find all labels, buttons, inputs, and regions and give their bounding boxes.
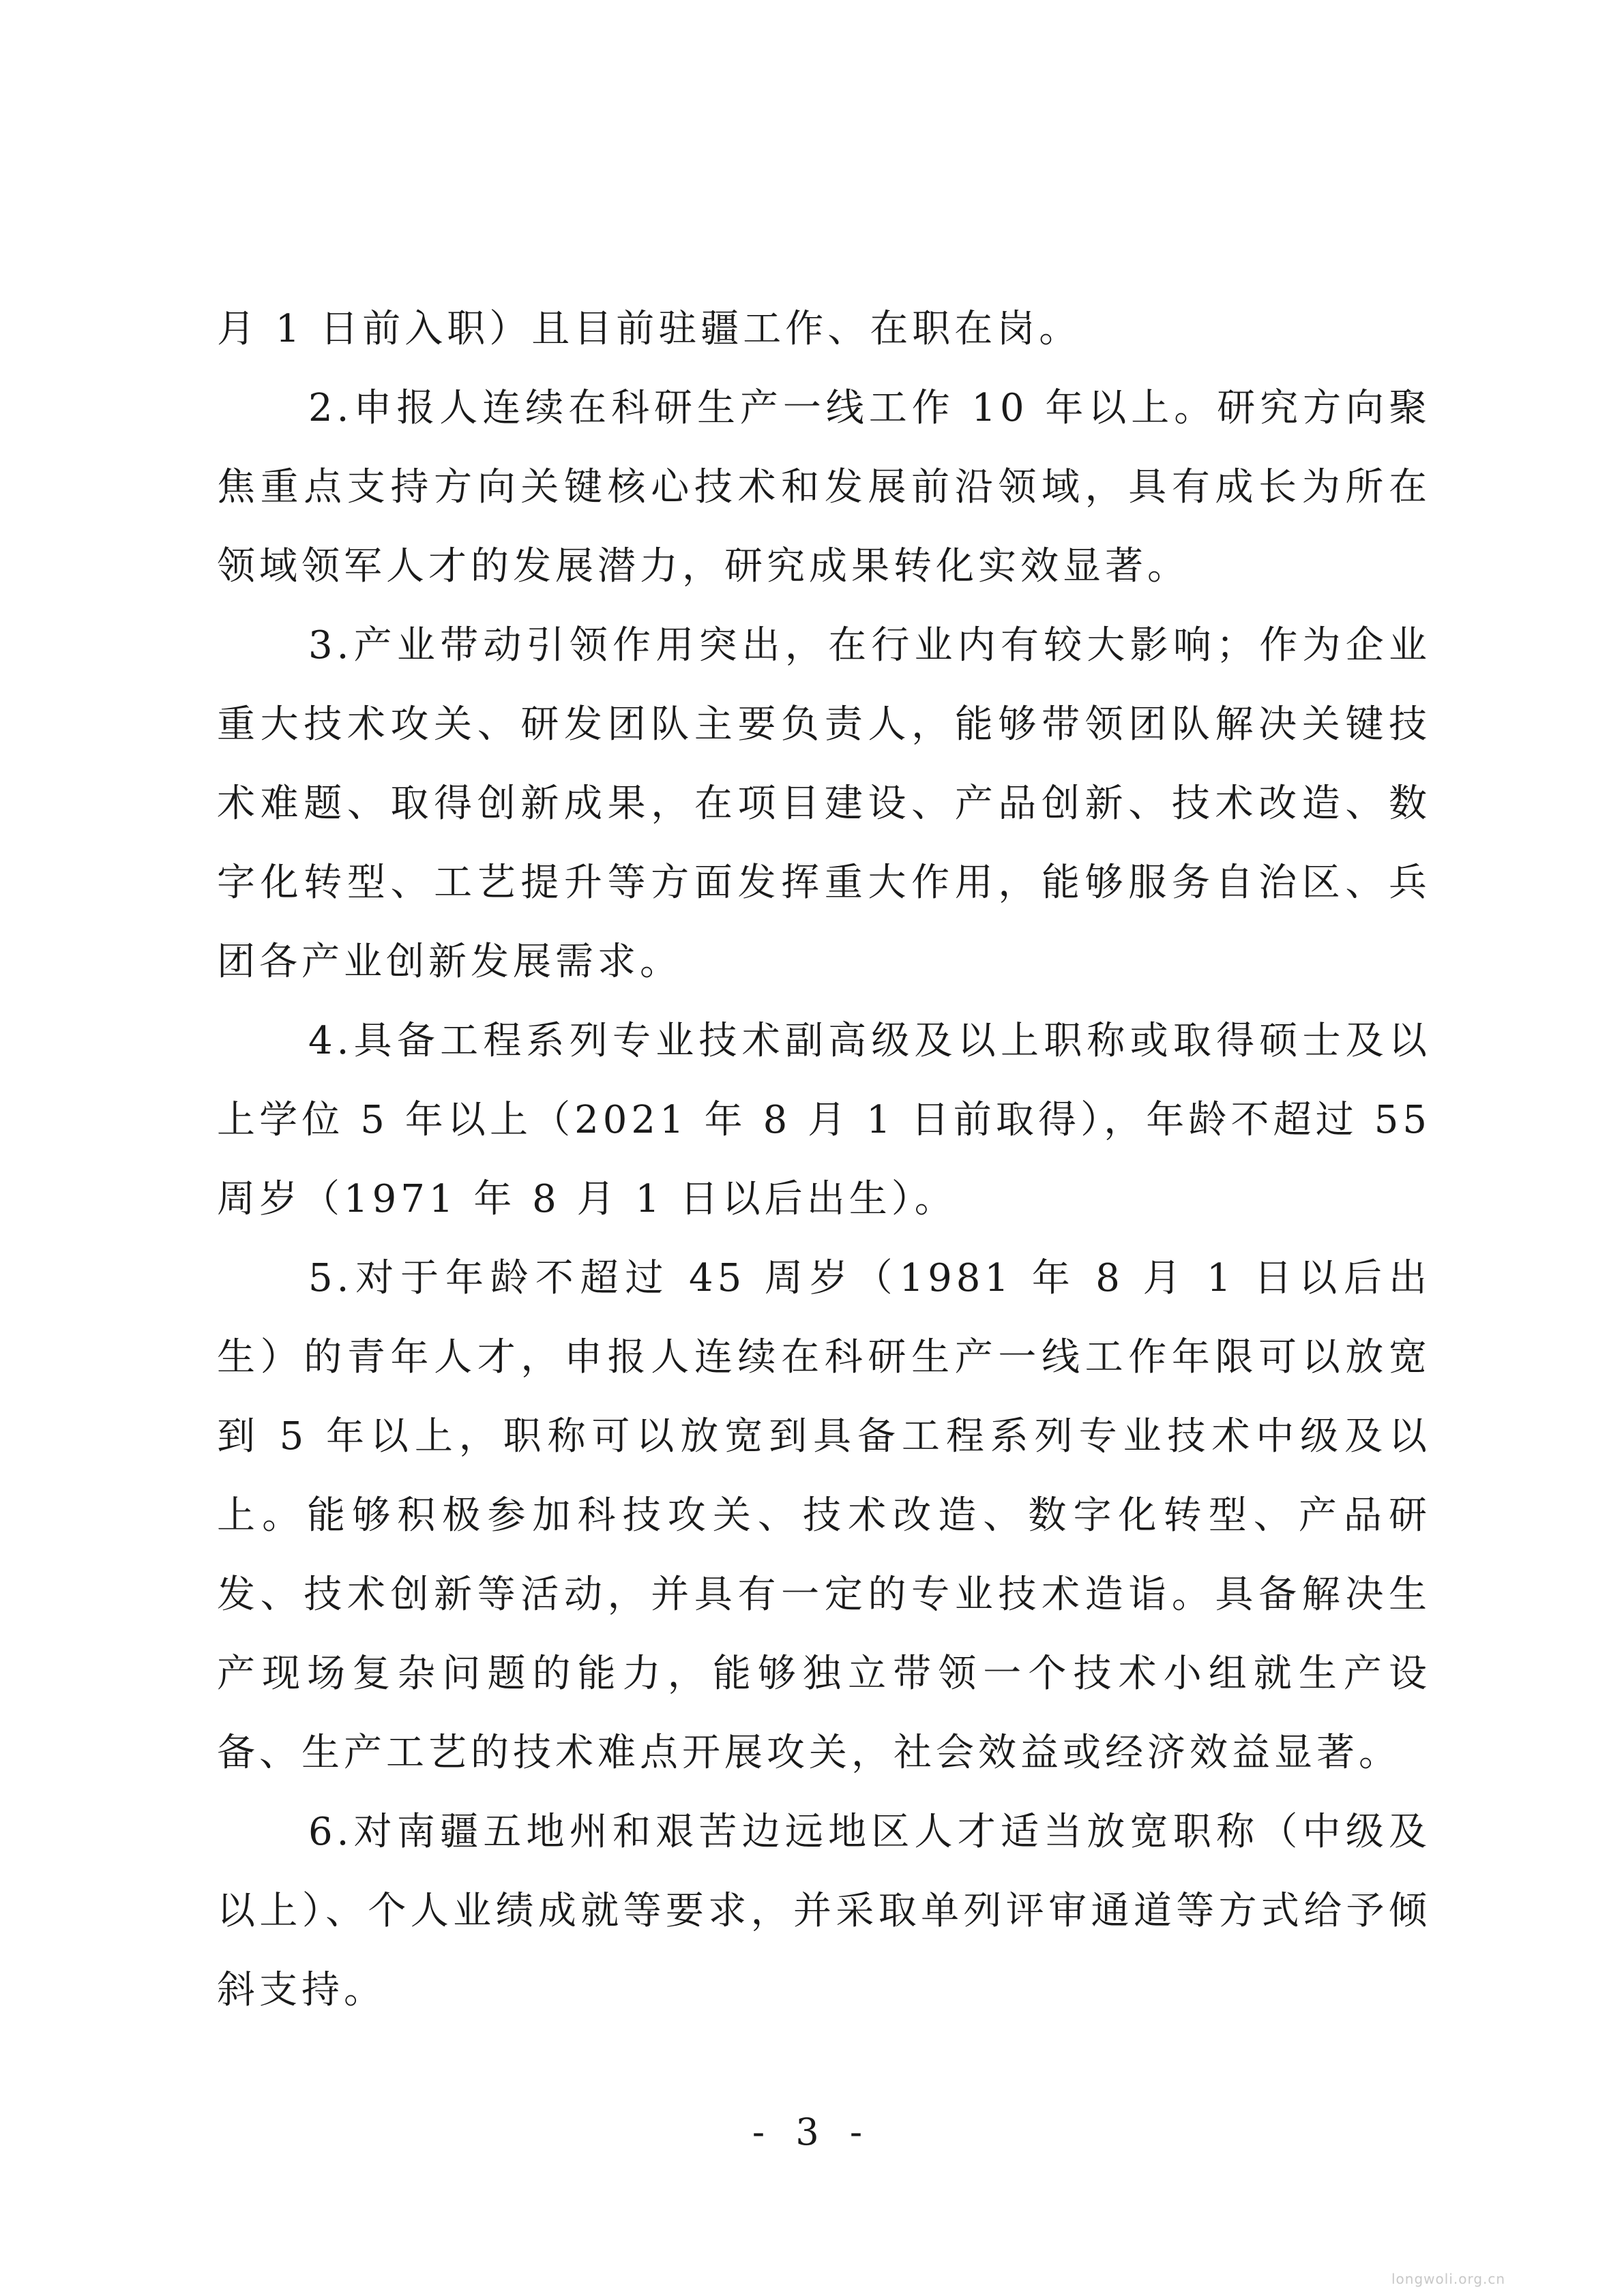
watermark-text: longwoli.org.cn [1391, 2271, 1506, 2287]
document-body [217, 290, 1431, 2030]
paragraph-item-6: 6.对南疆五地州和艰苦边远地区人才适当放宽职称（中级及以上）、个人业绩成就等要求，并采取单列评审通道等方式给予倾斜支持。 [217, 1810, 1431, 2012]
paragraph-item-4: 4.具备工程系列专业技术副高级及以上职称或取得硕士及以上学位 5 年以上（2021 年 8 月 1 日前取得），年龄不超过 55 周岁（1971 年 8 月 1 日以后出生）。 [217, 1019, 1431, 1221]
paragraph-item-2: 2.申报人连续在科研生产一线工作 10 年以上。研究方向聚焦重点支持方向关键核心技术和发展前沿领域，具有成长为所在领域领军人才的发展潜力，研究成果转化实效显著。 [217, 386, 1431, 588]
page-number: - 3 - [752, 2111, 872, 2153]
paragraph-continuation: 月 1 日前入职）且目前驻疆工作、在职在岗。 [217, 307, 1082, 351]
paragraph-item-3: 3.产业带动引领作用突出，在行业内有较大影响；作为企业重大技术攻关、研发团队主要负责人，能够带领团队解决关键技术难题、取得创新成果，在项目建设、产品创新、技术改造、数字化转型、工艺提升等方面发挥重大作用，能够服务自治区、兵团各产业创新发展需求。 [217, 623, 1431, 984]
paragraph-item-5: 5.对于年龄不超过 45 周岁（1981 年 8 月 1 日以后出生）的青年人才，申报人连续在科研生产一线工作年限可以放宽到 5 年以上，职称可以放宽到具备工程系列专业技术中级及以上。能够积极参加科技攻关、技术改造、数字化转型、产品研发、技术创新等活动，并具有一定的专业技术造诣。具备解决生产现场复杂问题的能力，能够独立带领一个技术小组就生产设备、生产工艺的技术难点开展攻关，社会效益或经济效益显著。 [217, 1256, 1431, 1775]
